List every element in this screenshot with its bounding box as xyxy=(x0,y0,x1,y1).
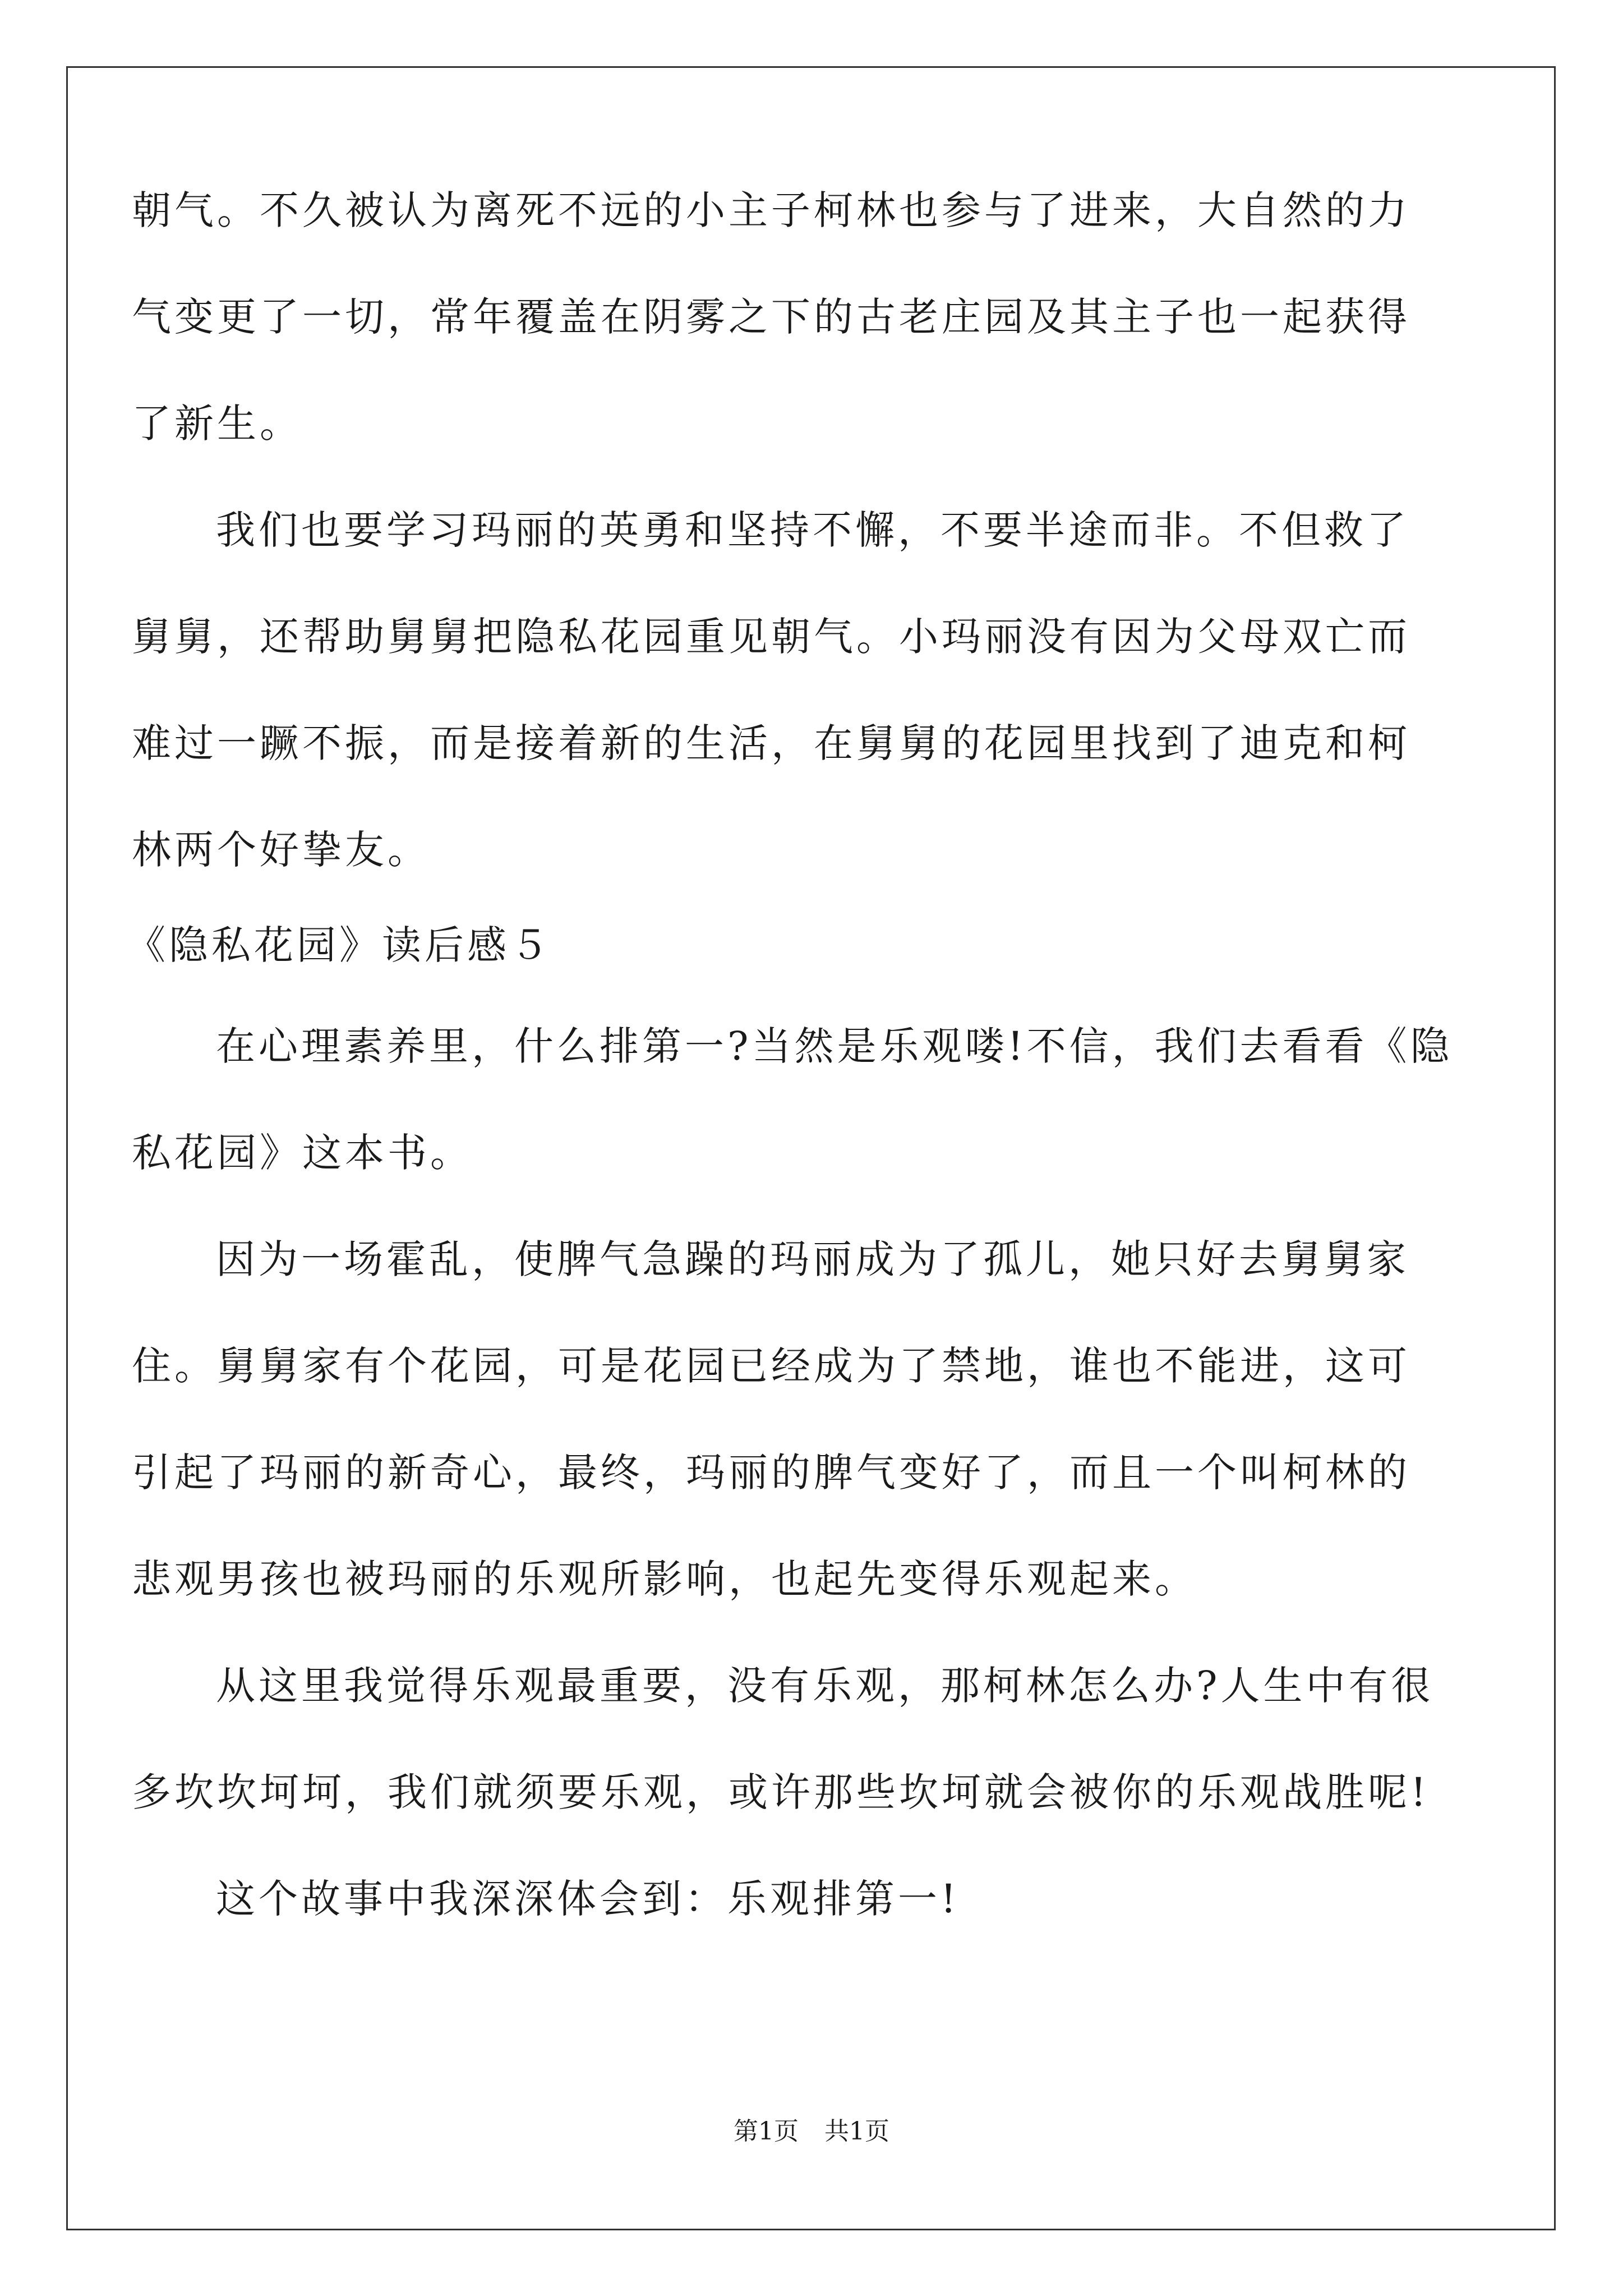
page-footer xyxy=(0,2115,1623,2148)
text-line: 了新生。 xyxy=(132,401,302,447)
text-line: 多坎坎坷坷，我们就须要乐观，或许那些坎坷就会被你的乐观战胜呢! xyxy=(132,1769,1430,1815)
text-line: 在心理素养里，什么排第一?当然是乐观喽!不信，我们去看看《隐 xyxy=(216,1023,1453,1069)
page-total: 共1页 xyxy=(824,2117,889,2146)
section-title: 《隐私花园》读后感５ xyxy=(126,922,552,968)
text-line: 因为一场霍乱，使脾气急躁的玛丽成为了孤儿，她只好去舅舅家 xyxy=(216,1236,1409,1282)
text-line: 舅舅，还帮助舅舅把隐私花园重见朝气。小玛丽没有因为父母双亡而 xyxy=(132,614,1410,660)
text-line: 朝气。不久被认为离死不远的小主子柯林也参与了进来，大自然的力 xyxy=(132,187,1410,233)
page-number: 第1页 xyxy=(734,2117,799,2146)
text-line: 难过一蹶不振，而是接着新的生活，在舅舅的花园里找到了迪克和柯 xyxy=(132,720,1410,766)
text-line: 私花园》这本书。 xyxy=(132,1130,473,1176)
text-line: 我们也要学习玛丽的英勇和坚持不懈，不要半途而非。不但救了 xyxy=(216,507,1409,553)
text-line: 悲观男孩也被玛丽的乐观所影响，也起先变得乐观起来。 xyxy=(132,1556,1197,1602)
text-line: 气变更了一切，常年覆盖在阴雾之下的古老庄园及其主子也一起获得 xyxy=(132,294,1410,340)
text-line: 引起了玛丽的新奇心，最终，玛丽的脾气变好了，而且一个叫柯林的 xyxy=(132,1450,1410,1496)
text-line: 林两个好挚友。 xyxy=(132,827,430,873)
text-line: 从这里我觉得乐观最重要，没有乐观，那柯林怎么办?人生中有很 xyxy=(216,1663,1434,1709)
text-line: 这个故事中我深深体会到：乐观排第一! xyxy=(216,1876,960,1922)
text-line: 住。舅舅家有个花园，可是花园已经成为了禁地，谁也不能进，这可 xyxy=(132,1343,1410,1389)
